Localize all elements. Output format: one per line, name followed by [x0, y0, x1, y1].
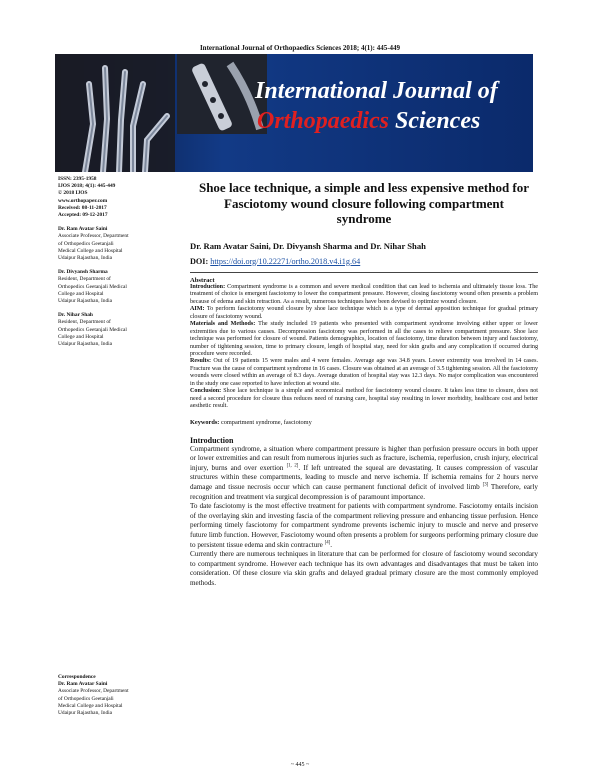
banner-title-orthopaedics: Orthopaedics	[257, 108, 389, 134]
abstract-introduction	[190, 284, 538, 306]
issn-block	[58, 176, 186, 219]
journal-banner	[55, 54, 533, 172]
text-run: To date fasciotomy is the most effective treatment for patients with compartment syndrome. Fasciotomy entails incision of the overlaying skin and investing fascia of the compartment relieving pressure and enhancing tissue perfusion. Hence performing timely fasciotomy for compartment syndrome prevents ischemic injury to muscle and nerve and preserve future limb function. However, Fasciotomy wound often presents a problem for surgeons performing primary closure due to persistent tissue edema and skin contracture	[190, 502, 538, 549]
affiliation-line: Resident, Department of	[58, 276, 111, 283]
section-text: To perform fasciotomy wound closure by shoe lace technique which is a type of dermal apposition technique for gradual primary closure of fasciotomy wound.	[190, 306, 538, 320]
introduction-heading: Introduction	[190, 435, 234, 445]
text-run: . If left untreated the squeal are devastating. It causes compression of vascular structures within these compartments, leading to muscle and nerve ischemia. If ischemia remains for 2 hours nerve damage and tissue necrosis occur which can cause permanent functional deficit of involved limb	[190, 463, 538, 492]
affiliation-line: Associate Professor, Department	[58, 233, 129, 240]
citation-ref[interactable]: [3]	[482, 482, 489, 488]
correspondence-heading: Correspondence	[58, 674, 96, 680]
affiliation-line: Udaipur Rajasthan, India	[58, 255, 113, 262]
accepted-date: Accepted: 09-12-2017	[58, 212, 108, 219]
article-title: Shoe lace technique, a simple and less expensive method for Fasciotomy wound closure following compartment syndrome	[198, 180, 530, 226]
affiliation-line: Associate Professor, Department	[58, 688, 129, 695]
citation-ref[interactable]: [1, 2]	[286, 463, 299, 469]
abstract-methods	[190, 321, 538, 358]
received-date: Received: 08-11-2017	[58, 204, 107, 211]
keywords	[190, 419, 538, 426]
section-text: Shoe lace technique is a simple and economical method for fasciotomy wound closure. It takes less time to closure, does not need a second procedure for closure thus reduces need of nursing care, hospital stay resulting in lower morbidity, healthcare cost and better aesthetic result.	[190, 388, 538, 410]
affiliation-line: Resident, Department of	[58, 319, 111, 326]
paragraph	[190, 445, 538, 503]
article-main-column	[190, 180, 538, 589]
text-run: .	[330, 540, 333, 549]
page-number: ~ 445 ~	[290, 762, 310, 768]
correspondence-block	[58, 674, 186, 717]
journal-citation-line: International Journal of Orthopaedics Sciences 2018; 4(1): 445-449	[199, 44, 401, 52]
affiliation-line: Medical College and Hospital	[58, 247, 123, 254]
section-label: Conclusion:	[190, 388, 222, 395]
issn-line: ISSN: 2395-1958	[58, 176, 97, 182]
author-affiliation	[58, 312, 186, 348]
doi-line	[190, 257, 538, 266]
author-affiliation	[58, 269, 186, 305]
section-text: Compartment syndrome is a common and severe medical condition that can lead to ischemia and ultimately tissue loss. The treatment of choice is emergent fasciotomy to lower the compartment pressure. However, closing fasciotomy wound often presents a problem because of edema and skin retraction. As a result, numerous techniques have been devised to optimize wound closure.	[190, 283, 538, 305]
author-affiliation	[58, 226, 186, 262]
doi-label: DOI:	[190, 256, 209, 266]
affiliation-line: Orthopedics Geetanjali Medical	[58, 283, 127, 290]
abstract-aim	[190, 306, 538, 321]
banner-title-line2	[257, 108, 480, 134]
text-run: Therefore, early recognition and treatment via surgical decompression is of paramount importance.	[190, 483, 538, 501]
section-label: Introduction:	[190, 283, 226, 290]
paragraph	[190, 502, 538, 550]
section-label: Materials and Methods:	[190, 321, 256, 328]
affiliation-line: of Orthopedics Geetanjali	[58, 695, 114, 702]
affiliation-line: Orthopedics Geetanjali Medical	[58, 326, 127, 333]
website-link[interactable]: www.orthopaper.com	[58, 197, 108, 204]
affiliation-line: College and Hospital	[58, 290, 104, 297]
affiliation-line: Udaipur Rajasthan, India	[58, 341, 113, 348]
paragraph: Currently there are numerous techniques in literature that can be performed for closure of fasciotomy wound secondary to compartment syndrome. However each technique has its own advantages and disadvantages that must be taken into consideration. Of these closure via skin grafts and delayed gradual primary closure are the most commonly employed methods.	[190, 550, 538, 587]
banner-graphic	[55, 54, 533, 172]
abstract	[190, 277, 538, 411]
section-text: The study included 19 patients who presented with compartment syndrome involving either upper or lower extremities due to various causes. Decompression fasciotomy was performed in all the cases to relieve compartment pressure. Shoe lace technique was performed for closure of wound. Patients demographics, location of fasciotomy, time duration between injury and fasciotomy, number of tightening session, time to primary closure, length of hospital stay, need for skin grafts and any complication if occurred during procedure were recorded.	[190, 321, 539, 358]
article-info-sidebar	[58, 176, 186, 348]
keywords-label: Keywords:	[190, 418, 220, 426]
section-label: AIM:	[190, 306, 205, 313]
banner-title-line1: International Journal of	[255, 78, 498, 104]
citation-ref[interactable]: [4]	[324, 540, 331, 546]
abstract-heading: Abstract	[190, 276, 215, 284]
author-name: Dr. Ram Avatar Saini	[58, 226, 108, 233]
author-name: Dr. Nihar Shah	[58, 312, 93, 319]
affiliation-line: Udaipur Rajasthan, India	[58, 298, 113, 305]
xray-hand-image	[55, 54, 175, 172]
section-label: Results:	[190, 358, 211, 365]
correspondence-name: Dr. Ram Avatar Saini	[58, 681, 108, 688]
introduction-body	[190, 445, 538, 589]
abstract-conclusion	[190, 388, 538, 410]
keywords-text: compartment syndrome, fasciotomy	[219, 418, 312, 426]
banner-title-sciences: Sciences	[389, 108, 481, 134]
issn-line: © 2018 IJOS	[58, 190, 88, 197]
affiliation-line: Udaipur Rajasthan, India	[58, 710, 113, 717]
affiliation-line: Medical College and Hospital	[58, 702, 123, 709]
author-name: Dr. Divyansh Sharma	[58, 269, 108, 276]
divider	[190, 272, 538, 273]
text-run: Compartment syndrome, a situation where compartment pressure is higher than perfusion pressure occurs in both upper or lower extremities and can result from numerous injuries such as fracture, ischemia, reperfusion, crush injury, electrical injury, burns and over exertion	[190, 444, 538, 472]
xray-plate-image	[177, 54, 267, 134]
affiliation-line: College and Hospital	[58, 333, 104, 340]
abstract-results	[190, 358, 538, 388]
doi-link[interactable]: https://doi.org/10.22271/ortho.2018.v4.i1g.64	[210, 256, 361, 266]
issn-line: IJOS 2018; 4(1): 445-449	[58, 183, 116, 190]
section-text: Out of 19 patients 15 were males and 4 were females. Average age was 34.8 years. Lower extremity was involved in 14 cases. Fracture was the cause of compartment syndrome in 16 cases. Closure was obtained at an average of 3.5 tightening session. All the fasciotomy wounds were closed within an average of 8.3 days. Average duration of hospital stay was 12.3 days. No major complication was encountered in the study one case reported to have infection at wound site.	[190, 358, 538, 387]
affiliation-line: of Orthopedics Geetanjali	[58, 240, 114, 247]
article-authors: Dr. Ram Avatar Saini, Dr. Divyansh Sharma and Dr. Nihar Shah	[190, 240, 426, 251]
